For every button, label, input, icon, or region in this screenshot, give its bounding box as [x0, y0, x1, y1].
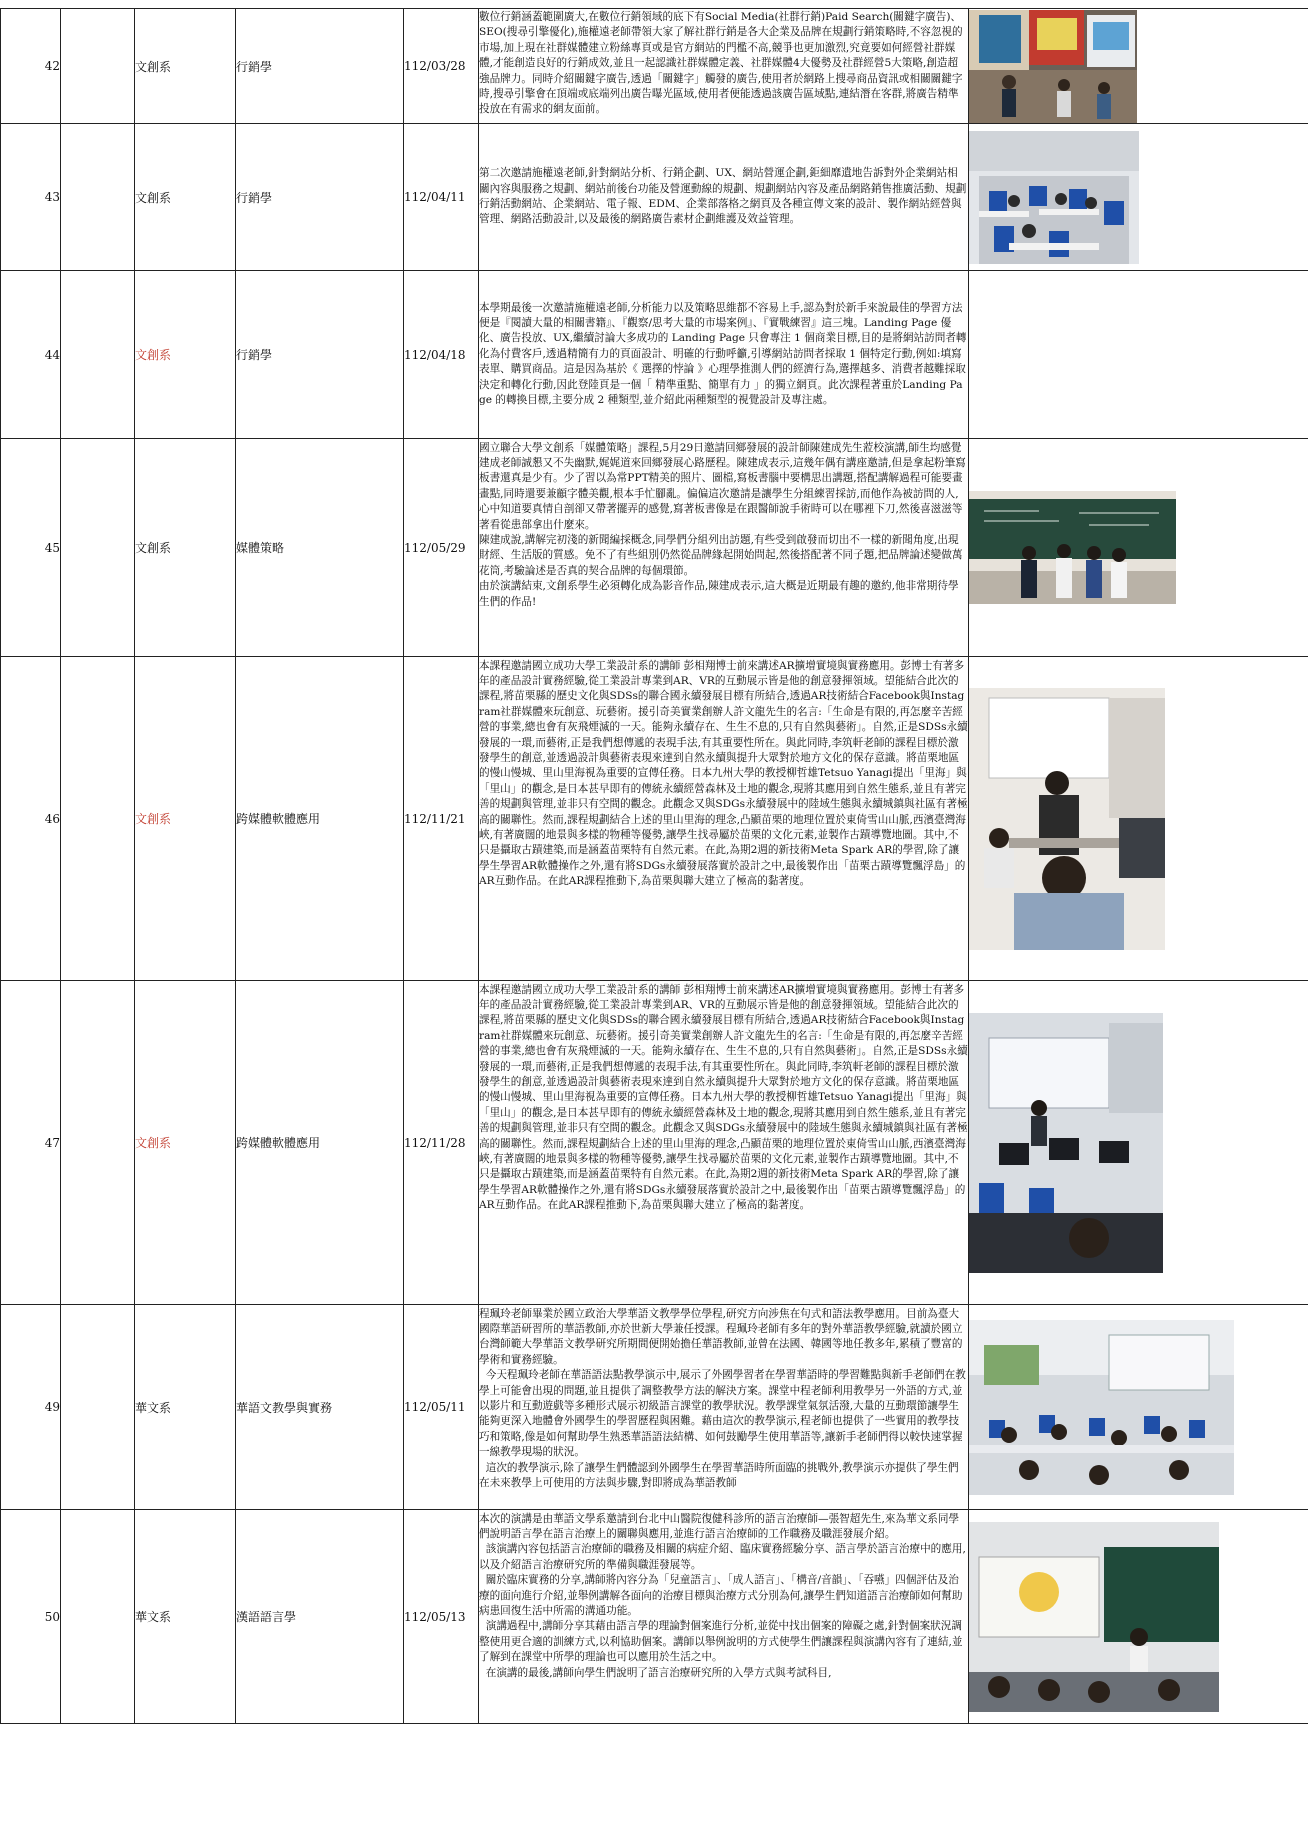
table-row — [1, 1305, 1308, 1510]
department-cell: 文創系 — [135, 9, 236, 124]
row-number: 42 — [1, 9, 61, 124]
department-cell: 文創系 — [135, 657, 236, 981]
table-row — [1, 9, 1308, 124]
table-row — [1, 124, 1308, 271]
department-cell: 文創系 — [135, 124, 236, 271]
row-number: 45 — [1, 439, 61, 657]
projector-presentation-photo — [969, 1522, 1219, 1712]
photo-cell — [969, 1510, 1308, 1724]
photo-cell — [969, 9, 1308, 124]
course-cell: 行銷學 — [236, 9, 404, 124]
description-cell — [479, 1305, 969, 1510]
date-cell: 112/04/18 — [404, 271, 479, 439]
description-text: 本課程邀請國立成功大學工業設計系的講師 彭相翔博士前來講述AR擴增實境與實務應用。彭博士有著多年的產品設計實務經驗,從工業設計專業到AR、VR的互動展示皆是他的創意發揮領域。望能結合此次的課程,將苗栗縣的歷史文化與SDSs的聯合國永續發展目標有所結合,透過AR技術結合Facebook與Instagram社群媒體來玩創意、玩藝術。援引奇美實業創辦人許文龍先生的名言:「生命是有限的,再怎麼辛苦經營的事業,總也會有灰飛煙滅的一天。能夠永續存在、生生不息的,只有自然與藝術」。自然,正是SDSs永續發展的一環,而藝術,正是我們想傳遞的表現手法,有其重要性所在。與此同時,李筑軒老師的課程目標於激發學生的創意,並透過設計與藝術表現來達到自然永續與提升大眾對於地方文化的保存意識。將苗栗地區的慢山慢城、里山里海視為重要的宣傳任務。日本九州大學的教授柳哲雄Tetsuo Yanagi提出「里海」與「里山」的觀念,是日本甚早即有的傳統永續經營森林及土地的觀念,現將其應用到自然生態系,並且有著完善的規劃與管理,並非只有空間的觀念。此觀念又與SDGs永續發展中的陸域生態與永續城鎮與社區有著極高的關聯性。然而,課程規劃結合上述的里山里海的理念,凸顯苗栗的地理位置於東倚雪山山脈,西濱臺灣海峽,有著廣闊的地景與多樣的物種等優勢,讓學生找尋屬於苗栗的文化元素,並製作古蹟導覽地圖。其中,不只是攝取古蹟建築,而是涵蓋苗栗特有自然元素。在此,為期2週的新技術Meta Spark AR的學習,除了讓學生學習AR軟體操作之外,還有將SDGs永續發展落實於設計之中,最後製作出「苗栗古蹟導覽飄浮島」的AR互動作品。在此AR課程推動下,為苗栗與聯大建立了極高的黏著度。 — [479, 983, 968, 1212]
description-text: 程珮玲老師畢業於國立政治大學華語文教學學位學程,研究方向涉焦在句式和語法教學應用。目前為臺大國際華語研習所的華語教師,亦於世新大學兼任授課。程珮玲老師有多年的對外華語教學經驗,就讀於國立台灣師範大學華語文教學研究所期間便開始擔任華語教師,並曾在法國、韓國等地任教多年,累積了豐富的學術和實務經驗。 今天程珮玲老師在華語語法點教學演示中,展示了外國學習者在學習華語時的學習難點與新手老師們在教學上可能會出現的問題,並且提供了調整教學方法的解決方案。課堂中程老師利用教學另一外語的方式,並以影片和互動遊戲等多種形式展示初級語言課堂的教學狀況。教學課堂氣氛活潑,大量的互動環節讓學生能夠更深入地體會外國學生的學習歷程與困難。藉由這次的教學演示,程老師也提供了一些實用的教學技巧和策略,像是如何幫助學生熟悉華語語法結構、如何鼓勵學生使用華語等,讓新手老師們得以較快速掌握一線教學現場的狀況。 這次的教學演示,除了讓學生們體認到外國學生在學習華語時所面臨的挑戰外,教學演示亦提供了學生們在未來教學上可使用的方法與步驟,對即將成為華語教師 — [479, 1307, 966, 1489]
date-cell: 112/11/28 — [404, 981, 479, 1305]
course-cell: 媒體策略 — [236, 439, 404, 657]
description-cell — [479, 9, 969, 124]
table-row — [1, 271, 1308, 439]
description-text: 數位行銷涵蓋範圍廣大,在數位行銷領域的底下有Social Media(社群行銷)Paid Search(關鍵字廣告)、SEO(搜尋引擎優化),施權遠老師帶領大家了解社群行銷是各大企業及品牌在規劃行銷策略時,不容忽視的市場,加上現在社群媒體建立粉絲專頁或是官方網站的門檻不高,競爭也更加激烈,究竟要如何經營社群媒體,才能創造良好的行銷成效,並且一起認識社群媒體定義、社群媒體4大優勢及社群經營5大策略,創造超強品牌力。同時介紹關鍵字廣告,透過「關鍵字」觸發的廣告,使用者於網路上搜尋商品資訊或相關關鍵字時,搜尋引擎會在頂端或底端列出廣告曝光區域,使用者便能透過該廣告區域點,連結潛在客群,將廣告精準投放在有需求的網友面前。 — [479, 11, 963, 116]
course-cell: 行銷學 — [236, 124, 404, 271]
course-cell: 華語文教學與實務 — [236, 1305, 404, 1510]
description-text: 本學期最後一次邀請施權遠老師,分析能力以及策略思維都不容易上手,認為對於新手來說最佳的學習方法便是『閱讀大量的相關書籍』、『觀察/思考大量的市場案例』、『實戰練習』這三塊。Landing Page 優化、廣告投放、UX,繼續討論大多成功的 Landing Page 只會專注 1 個商業目標,目的是將網站訪問者轉化為付費客戶,透過精簡有力的頁面設計、明確的行動呼籲,引導網站訪問者採取 1 個特定行動,例如:填寫表單、購買商品。這是因為基於《 選擇的悖論 》心理學推測人們的經濟行為,選擇越多、消費者越難採取決定和轉化行動,因此登陸頁是一個「 精準重點、簡單有力 」的獨立網頁。此次課程著重於Landing Page 的轉換目標,主要分成 2 種類型,並介紹此兩種類型的視覺設計及專注處。 — [479, 301, 967, 407]
row-number: 47 — [1, 981, 61, 1305]
course-cell: 行銷學 — [236, 271, 404, 439]
description-cell — [479, 439, 969, 657]
date-cell: 112/03/28 — [404, 9, 479, 124]
course-cell: 漢語語言學 — [236, 1510, 404, 1724]
lecture-hall-photo — [969, 1320, 1234, 1495]
row-number: 49 — [1, 1305, 61, 1510]
photo-cell — [969, 124, 1308, 271]
department-cell: 華文系 — [135, 1510, 236, 1724]
blank-cell — [61, 271, 135, 439]
table-row — [1, 1510, 1308, 1724]
blank-cell — [61, 439, 135, 657]
photo-cell — [969, 1305, 1308, 1510]
row-number: 43 — [1, 124, 61, 271]
blank-cell — [61, 9, 135, 124]
chalkboard-group-photo — [969, 491, 1176, 604]
description-text: 國立聯合大學文創系「媒體策略」課程,5月29日邀請回鄉發展的設計師陳建成先生蒞校演講,師生均感覺建成老師誠懇又不失幽默,娓娓道來回鄉發展心路歷程。陳建成表示,這幾年偶有講座邀請,但是拿起粉筆寫板書還真是少有。少了習以為常PPT精美的照片、圖檔,寫板書腦中要構思出講題,搭配講解過程可能要畫畫點,同時還要兼顧字體美觀,根本手忙腳亂。偏偏這次邀請是讓學生分組練習採訪,而他作為被訪問的人,心中知道要真情自剖卻又帶著擺弄的感覺,寫著板書像是在跟醫師說手術時可以在哪裡下刀,然後喜滋滋等著看從患部拿出什麼來。 陳建成說,講解完初淺的新聞編採概念,同學們分組列出訪題,有些受到啟發而切出不一樣的新聞角度,出現財經、生活版的質感。免不了有些組別仍然從品牌緣起開始問起,然後搭配著不同子題,把品牌論述變做萬花筒,考驗論述是否真的契合品牌的每個環節。 由於演講結束,文創系學生必須轉化成為影音作品,陳建成表示,這大概是近期最有趣的邀約,他非常期待學生們的作品! — [479, 441, 966, 608]
row-number: 46 — [1, 657, 61, 981]
blank-cell — [61, 1305, 135, 1510]
photo-cell — [969, 657, 1308, 981]
photo-cell — [969, 271, 1308, 439]
photo-cell — [969, 439, 1308, 657]
blank-cell — [61, 124, 135, 271]
students-at-desks-photo — [969, 131, 1139, 264]
description-text: 本次的演講是由華語文學系邀請到台北中山醫院復健科診所的語言治療師—張智超先生,來為華文系同學們說明語言學在語言治療上的關聯與應用,並進行語言治療師的工作職務及職涯發展介紹。 該演講內容包括語言治療師的職務及相關的病症介紹、臨床實務經驗分享、語言學於語言治療中的應用,以及介紹語言治療研究所的準備與職涯發展等。 關於臨床實務的分享,講師將內容分為「兒童語言」、「成人語言」、「構音/音韻」、「吞嚥」四個評估及治療的面向進行介紹,並舉例講解各面向的治療目標與治療方式分別為何,讓學生們知道語言治療師如何幫助病患回復生活中所需的溝通功能。 演講過程中,講師分享其藉由語言學的理論對個案進行分析,並從中找出個案的障礙之處,針對個案狀況調整使用更合適的訓練方式,以利協助個案。講師以舉例說明的方式使學生們讓課程與演講內容有了連結,並了解到在課堂中所學的理論也可以應用於生活之中。 在演講的最後,講師向學生們說明了語言治療研究所的入學方式與考試科目, — [479, 1512, 966, 1679]
date-cell: 112/05/29 — [404, 439, 479, 657]
computer-lab-photo — [969, 1013, 1163, 1273]
laptop-instruction-photo — [969, 688, 1165, 950]
description-cell — [479, 124, 969, 271]
row-number: 44 — [1, 271, 61, 439]
blank-cell — [61, 657, 135, 981]
description-cell — [479, 657, 969, 981]
photo-cell — [969, 981, 1308, 1305]
date-cell: 112/11/21 — [404, 657, 479, 981]
date-cell: 112/05/13 — [404, 1510, 479, 1724]
department-cell: 華文系 — [135, 1305, 236, 1510]
blank-cell — [61, 981, 135, 1305]
description-cell — [479, 1510, 969, 1724]
table-row — [1, 981, 1308, 1305]
date-cell: 112/05/11 — [404, 1305, 479, 1510]
description-cell — [479, 271, 969, 439]
activity-log-table — [0, 8, 1308, 1724]
course-cell: 跨媒體軟體應用 — [236, 981, 404, 1305]
table-row — [1, 657, 1308, 981]
department-cell: 文創系 — [135, 271, 236, 439]
course-cell: 跨媒體軟體應用 — [236, 657, 404, 981]
classroom-poster-photo — [969, 10, 1137, 123]
date-cell: 112/04/11 — [404, 124, 479, 271]
description-cell — [479, 981, 969, 1305]
description-text: 本課程邀請國立成功大學工業設計系的講師 彭相翔博士前來講述AR擴增實境與實務應用。彭博士有著多年的產品設計實務經驗,從工業設計專業到AR、VR的互動展示皆是他的創意發揮領域。望能結合此次的課程,將苗栗縣的歷史文化與SDSs的聯合國永續發展目標有所結合,透過AR技術結合Facebook與Instagram社群媒體來玩創意、玩藝術。援引奇美實業創辦人許文龍先生的名言:「生命是有限的,再怎麼辛苦經營的事業,總也會有灰飛煙滅的一天。能夠永續存在、生生不息的,只有自然與藝術」。自然,正是SDSs永續發展的一環,而藝術,正是我們想傳遞的表現手法,有其重要性所在。與此同時,李筑軒老師的課程目標於激發學生的創意,並透過設計與藝術表現來達到自然永續與提升大眾對於地方文化的保存意識。將苗栗地區的慢山慢城、里山里海視為重要的宣傳任務。日本九州大學的教授柳哲雄Tetsuo Yanagi提出「里海」與「里山」的觀念,是日本甚早即有的傳統永續經營森林及土地的觀念,現將其應用到自然生態系,並且有著完善的規劃與管理,並非只有空間的觀念。此觀念又與SDGs永續發展中的陸域生態與永續城鎮與社區有著極高的關聯性。然而,課程規劃結合上述的里山里海的理念,凸顯苗栗的地理位置於東倚雪山山脈,西濱臺灣海峽,有著廣闊的地景與多樣的物種等優勢,讓學生找尋屬於苗栗的文化元素,並製作古蹟導覽地圖。其中,不只是攝取古蹟建築,而是涵蓋苗栗特有自然元素。在此,為期2週的新技術Meta Spark AR的學習,除了讓學生學習AR軟體操作之外,還有將SDGs永續發展落實於設計之中,最後製作出「苗栗古蹟導覽飄浮島」的AR互動作品。在此AR課程推動下,為苗栗與聯大建立了極高的黏著度。 — [479, 659, 968, 888]
blank-cell — [61, 1510, 135, 1724]
table-row — [1, 439, 1308, 657]
description-text: 第二次邀請施權遠老師,針對網站分析、行銷企劃、UX、網站營運企劃,鉅細靡遺地告訴對外企業網站相關內容與服務之規劃、網站前後台功能及營運動線的規劃、規劃網站內容及產品網路銷售推廣活動、規劃行銷活動網站、企業網站、電子報、EDM、企業部落格之網頁及各種宣傳文案的設計、製作網站經營與管理、網路活動設計,以及最後的網路廣告素材企劃維護及效益管理。 — [479, 167, 967, 226]
department-cell: 文創系 — [135, 439, 236, 657]
row-number: 50 — [1, 1510, 61, 1724]
department-cell: 文創系 — [135, 981, 236, 1305]
